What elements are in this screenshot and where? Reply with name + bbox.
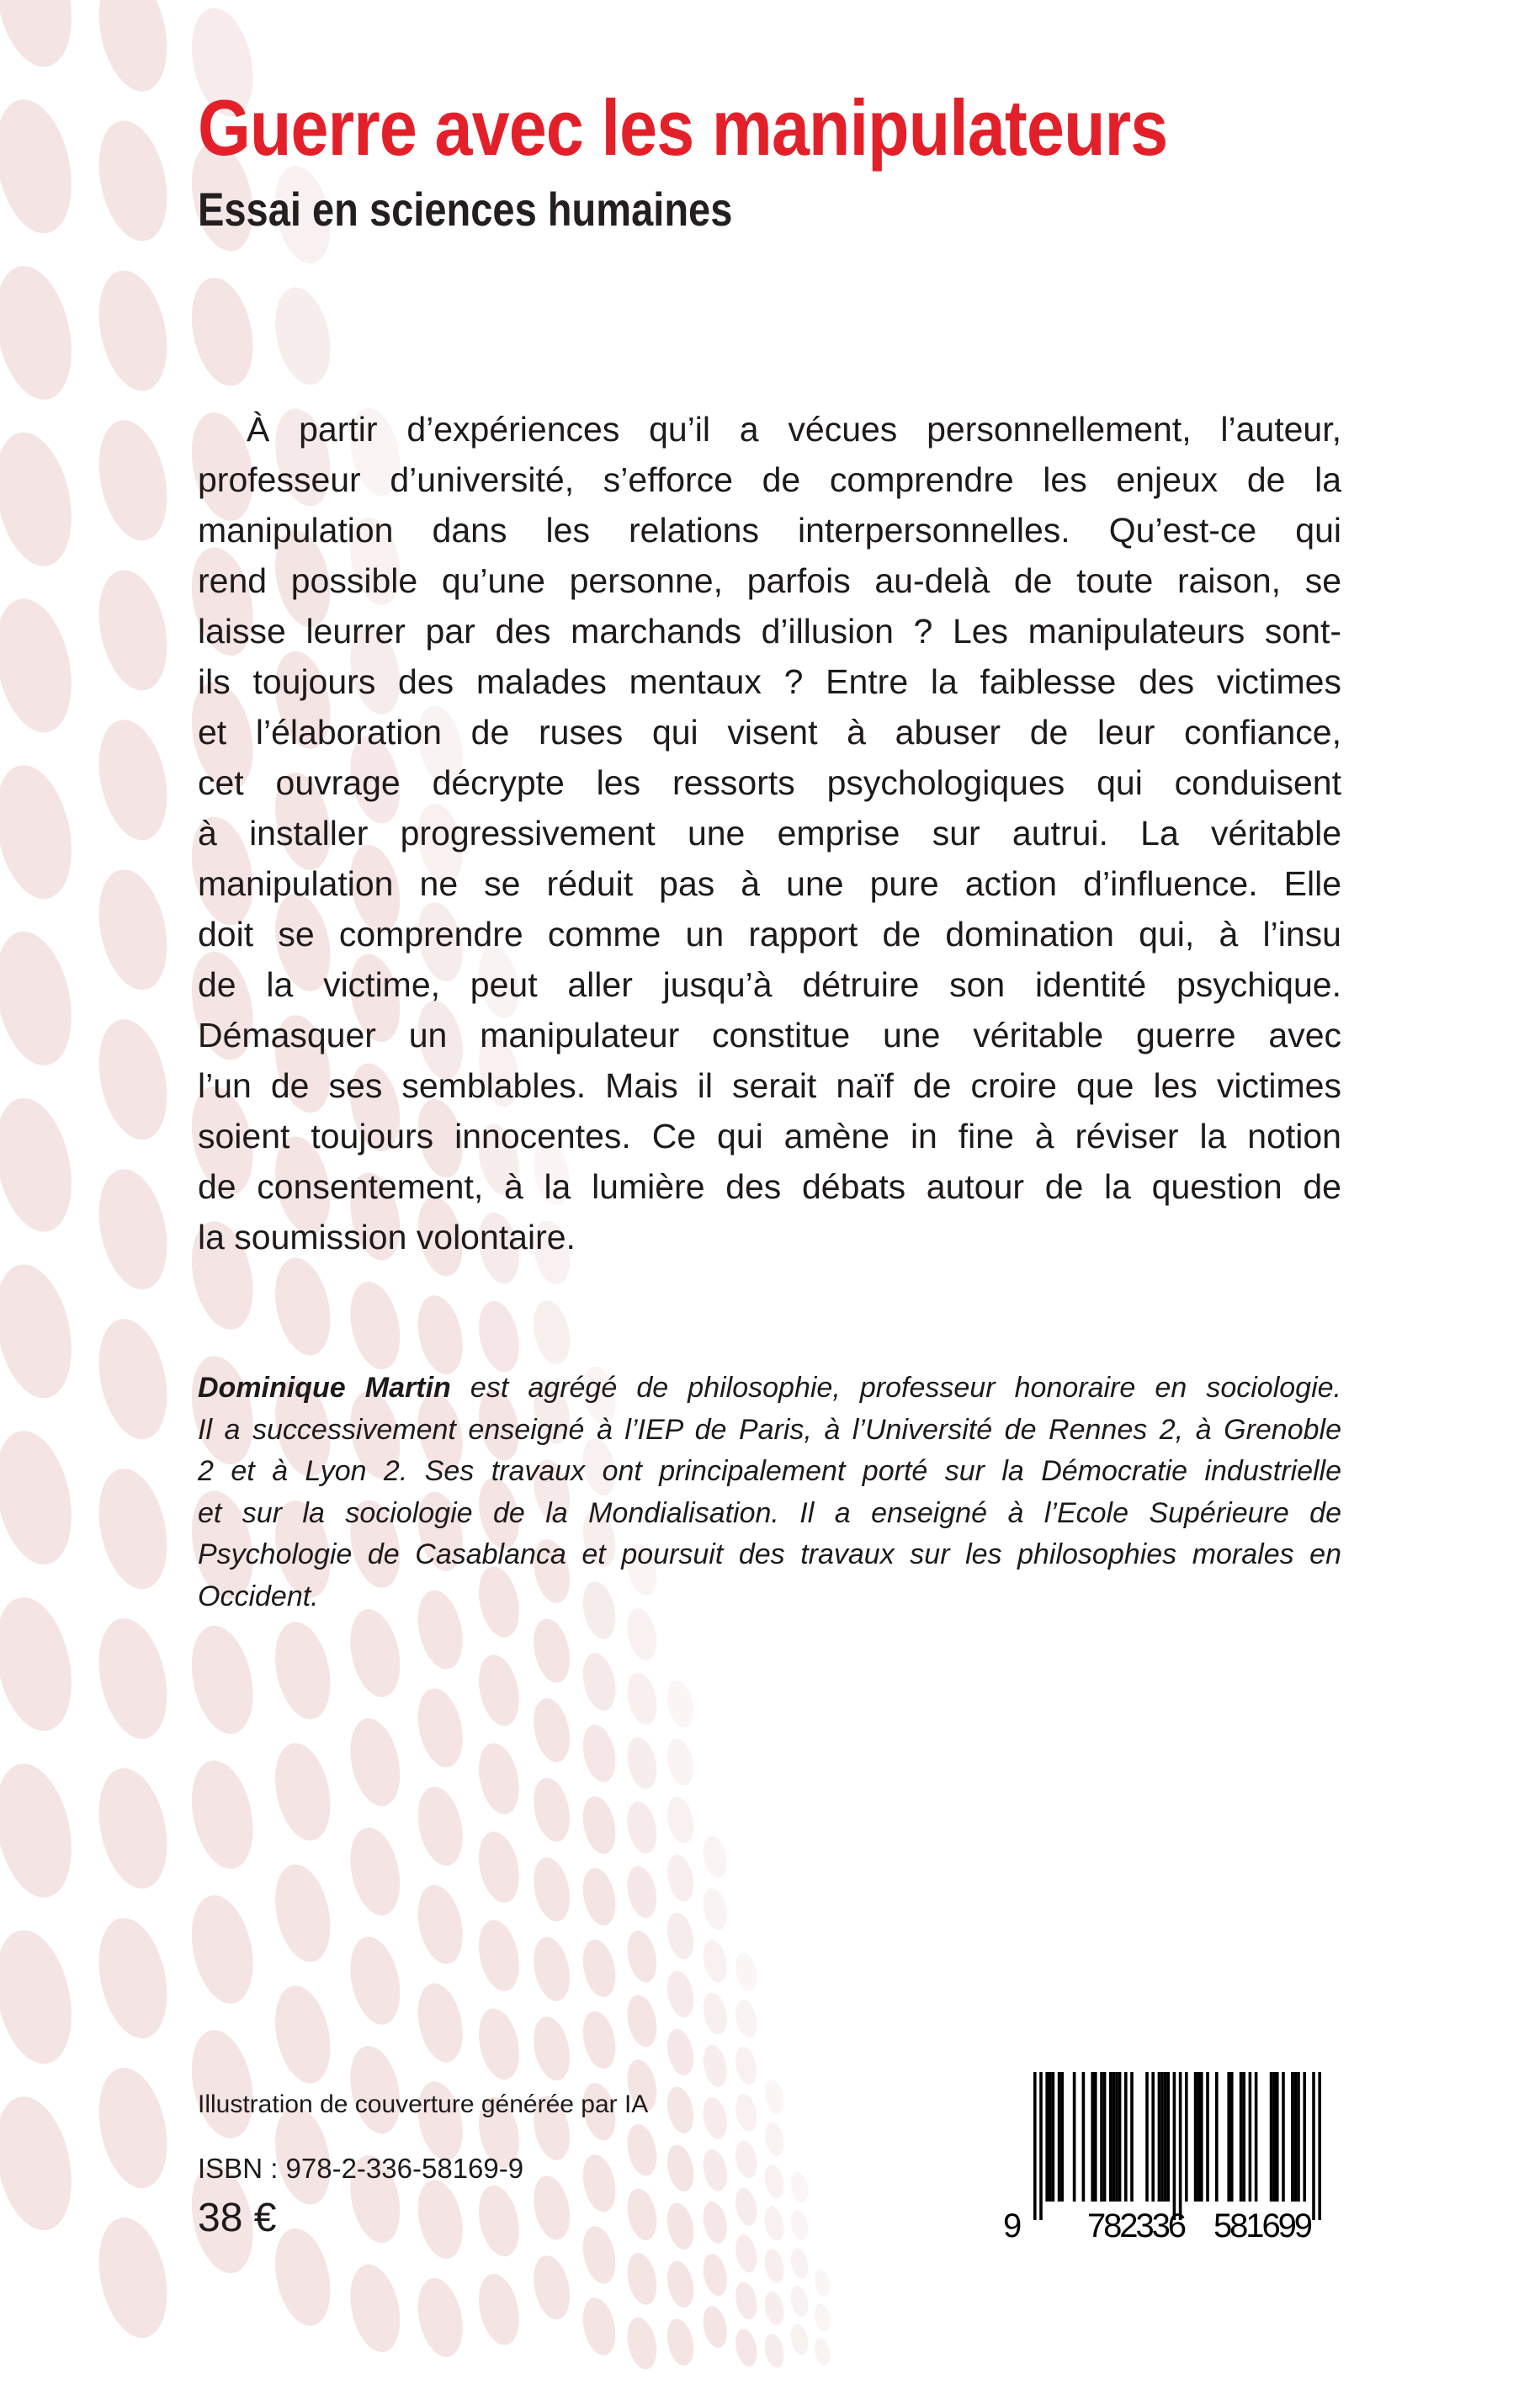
barcode-bar: [1240, 2072, 1243, 2202]
background-dot: [732, 2327, 760, 2369]
background-dot: [0, 93, 82, 241]
summary-line: rend possible qu’une personne, parfois au-delà de toute raison, se: [198, 561, 1341, 600]
background-dot: [89, 564, 178, 697]
background-dot: [89, 414, 178, 547]
background-dot: [789, 2323, 811, 2356]
isbn: ISBN : 978-2-336-58169-9: [198, 2153, 524, 2184]
background-dot: [663, 1678, 698, 1729]
barcode-bar: [1206, 2072, 1209, 2202]
background-dot: [267, 1617, 338, 1724]
barcode-bar: [1312, 2072, 1315, 2220]
bio-line: et sur la sociologie de la Mondialisation. Il a enseigné à l’Ecole Supérieure de: [198, 1496, 1341, 1529]
barcode-bar: [1276, 2072, 1279, 2202]
summary-line: laisse leurrer par des marchands d’illusion ? Les manipulateurs sont-: [198, 612, 1341, 651]
background-dot: [623, 2315, 661, 2372]
background-dot: [663, 1968, 698, 2020]
barcode-bar: [1242, 2072, 1245, 2202]
background-dot: [623, 1992, 661, 2049]
summary-line: de consentement, à la lumière des débats autour de la question de: [198, 1167, 1341, 1206]
background-dot: [762, 2247, 787, 2285]
background-dot: [183, 1620, 262, 1740]
background-dot: [762, 2332, 787, 2370]
background-dot: [528, 1695, 576, 1766]
author-name: Dominique Martin: [198, 1372, 451, 1404]
background-dot: [473, 2181, 525, 2260]
background-dot: [473, 2270, 525, 2348]
barcode-bar: [1249, 2072, 1252, 2202]
barcode-bar: [1145, 2072, 1149, 2202]
background-dot: [89, 863, 178, 996]
background-dot: [183, 272, 262, 391]
summary-line: doit se comprendre comme un rapport de domination qui, à l’insu: [198, 915, 1341, 953]
background-dot: [0, 758, 82, 906]
background-dot: [578, 2295, 620, 2359]
background-dot: [412, 1684, 470, 1771]
barcode-bar: [1270, 2072, 1273, 2202]
bio-line: Psychologie de Casablanca et poursuit des travaux sur les philosophies morales en: [198, 1538, 1341, 1570]
background-dot: [732, 2280, 760, 2322]
background-dot: [699, 2304, 730, 2350]
summary-text: [198, 404, 1341, 1262]
barcode-bar: [1303, 2072, 1306, 2202]
background-dot: [732, 1998, 760, 2040]
background-dot: [343, 2260, 408, 2356]
summary-line: soient toujours innocentes. Ce qui amène in fine à réviser la notion: [198, 1117, 1341, 1155]
barcode-bar: [1158, 2072, 1161, 2202]
background-dot: [412, 1881, 470, 1968]
background-dot: [789, 2170, 811, 2204]
background-dot: [578, 1936, 620, 2000]
background-dot: [623, 2122, 661, 2179]
background-dot: [0, 259, 82, 407]
background-dot: [0, 1424, 82, 1572]
background-dot: [663, 2317, 698, 2368]
background-dot: [528, 2173, 576, 2244]
background-dot: [343, 1823, 408, 1920]
summary-line: à installer progressivement une emprise sur autrui. La véritable: [198, 814, 1341, 853]
author-bio: [198, 1368, 1341, 1617]
background-dot: [699, 1834, 730, 1880]
bio-line: Il a successivement enseigné à l’IEP de Paris, à l’Université de Rennes 2, à Grenoble: [198, 1413, 1341, 1446]
barcode-bar: [1227, 2072, 1230, 2202]
barcode-bar: [1215, 2072, 1219, 2202]
barcode-bar: [1179, 2072, 1182, 2220]
background-dot: [578, 2152, 620, 2216]
barcode-bar: [1103, 2072, 1107, 2202]
background-dot: [663, 2026, 698, 2078]
barcode-bar: [1082, 2072, 1086, 2202]
background-dot: [699, 2147, 730, 2193]
background-dot: [732, 1951, 760, 1993]
background-dot: [412, 1979, 470, 2067]
summary-line: de la victime, peut aller jusqu’à détruire son identité psychique.: [198, 965, 1341, 1004]
background-dot: [0, 425, 82, 573]
background-dot: [0, 2090, 82, 2238]
background-dot: [663, 1794, 698, 1846]
barcode-bar: [1173, 2072, 1176, 2220]
background-dot: [623, 1928, 661, 1985]
bio-line: est agrégé de philosophie, professeur honoraire en sociologie.: [470, 1372, 1341, 1404]
background-dot: [473, 1651, 525, 1729]
background-dot: [267, 2223, 338, 2331]
background-dot: [267, 1738, 338, 1846]
barcode-bar: [1091, 2072, 1094, 2202]
background-dot: [699, 1938, 730, 1984]
price: 38 €: [198, 2196, 277, 2240]
barcode-bar: [1124, 2072, 1128, 2202]
summary-line: manipulation dans les relations interpersonnelles. Qu’est-ce qui: [198, 511, 1341, 550]
background-dot: [578, 1793, 620, 1857]
barcode-bar: [1297, 2072, 1300, 2202]
background-dot: [732, 2045, 760, 2087]
background-dot: [699, 2095, 730, 2141]
background-dot: [89, 1463, 178, 1596]
background-dot: [578, 1722, 620, 1786]
background-dot: [89, 1313, 178, 1446]
background-dot: [528, 2252, 576, 2323]
background-dot: [762, 2078, 787, 2116]
background-dot: [183, 1889, 262, 2009]
barcode-bar: [1115, 2072, 1118, 2202]
background-dot: [789, 2208, 811, 2242]
background-dot: [663, 2201, 698, 2252]
background-dot: [528, 1297, 576, 1368]
summary-line: professeur d’université, s’efforce de comprendre les enjeux de la: [198, 460, 1341, 499]
background-dot: [789, 2285, 811, 2319]
barcode-bar: [1272, 2072, 1276, 2202]
background-dot: [528, 1934, 576, 2005]
isbn-barcode: [993, 2069, 1346, 2254]
background-dot: [183, 1755, 262, 1874]
background-dot: [732, 2186, 760, 2228]
summary-line: ils toujours des malades mentaux ? Entre la faiblesse des victimes: [198, 662, 1341, 701]
barcode-bar: [1039, 2072, 1043, 2220]
background-dot: [789, 2246, 811, 2280]
barcode-bar: [1113, 2072, 1116, 2202]
background-dot: [762, 2121, 787, 2159]
background-dot: [473, 2005, 525, 2083]
background-dot: [623, 2186, 661, 2243]
barcode-bar: [1200, 2072, 1203, 2202]
background-dot: [89, 714, 178, 847]
barcode-bar: [1058, 2072, 1061, 2202]
background-dot: [89, 1762, 178, 1895]
background-dot: [663, 2259, 698, 2310]
barcode-bar: [1282, 2072, 1285, 2202]
background-dot: [663, 1910, 698, 1962]
background-dot: [0, 1591, 82, 1739]
barcode-bar: [1045, 2072, 1049, 2202]
background-dot: [412, 1291, 470, 1378]
background-dot: [528, 1854, 576, 1925]
summary-line: la soumission volontaire.: [198, 1218, 576, 1256]
book-subtitle: Essai en sciences humaines: [198, 183, 733, 236]
barcode-bar: [1166, 2072, 1170, 2202]
barcode-right-digits: 581699: [1213, 2207, 1313, 2244]
background-dot: [528, 2013, 576, 2084]
summary-line: Démasquer un manipulateur constitue une véritable guerre avec: [198, 1016, 1341, 1054]
summary-line: et l’élaboration de ruses qui visent à abuser de leur confiance,: [198, 713, 1341, 752]
background-dot: [343, 1277, 408, 1374]
background-dot: [762, 2163, 787, 2201]
background-dot: [528, 1775, 576, 1846]
background-dot: [473, 1828, 525, 1906]
barcode-bar: [1185, 2072, 1188, 2202]
background-dot: [732, 2138, 760, 2180]
background-dot: [699, 1990, 730, 2037]
background-dot: [578, 1865, 620, 1929]
barcode-bar: [1060, 2072, 1064, 2202]
background-dot: [663, 1736, 698, 1787]
barcode-bar: [1255, 2072, 1258, 2202]
background-dot: [412, 1782, 470, 1870]
barcode-bar: [1318, 2072, 1321, 2220]
background-dot: [699, 1886, 730, 1932]
background-dot: [343, 1932, 408, 2029]
bio-line: 2 et à Lyon 2. Ses travaux ont principalement porté sur la Démocratie industrielle: [198, 1455, 1341, 1487]
background-dot: [812, 2302, 832, 2332]
background-dot: [473, 1916, 525, 1995]
background-dot: [89, 1013, 178, 1146]
background-dot: [89, 264, 178, 397]
background-dot: [623, 1799, 661, 1856]
barcode-bar: [1049, 2072, 1052, 2202]
barcode-bar: [1052, 2072, 1055, 2202]
background-dot: [578, 2223, 620, 2287]
background-dot: [699, 2199, 730, 2245]
background-dot: [89, 0, 178, 98]
background-dot: [89, 1612, 178, 1745]
background-dot: [578, 2008, 620, 2072]
background-dot: [267, 1859, 338, 1967]
background-dot: [412, 2274, 470, 2361]
barcode-bar: [1118, 2072, 1122, 2202]
background-dot: [812, 2268, 832, 2298]
barcode-first-digit: 9: [1003, 2207, 1022, 2244]
background-dot: [183, 2024, 262, 2143]
background-dot: [663, 2143, 698, 2194]
background-dot: [89, 2062, 178, 2195]
background-dot: [623, 1863, 661, 1920]
barcode-bar: [1291, 2072, 1294, 2202]
barcode-bar: [1100, 2072, 1103, 2202]
background-dot: [412, 2175, 470, 2263]
background-dot: [473, 1740, 525, 1818]
background-dot: [473, 1298, 525, 1376]
barcode-bar: [1033, 2072, 1037, 2220]
background-dot: [663, 1852, 698, 1904]
barcode-bar: [1197, 2072, 1200, 2202]
background-dot: [623, 1734, 661, 1792]
book-title: Guerre avec les manipulateurs: [198, 83, 1168, 172]
background-dot: [762, 2205, 787, 2243]
background-dot: [623, 1670, 661, 1727]
bio-line: Occident.: [198, 1580, 319, 1612]
background-dot: [267, 1980, 338, 2088]
background-dot: [699, 2251, 730, 2297]
background-dot: [0, 1257, 82, 1405]
background-dot: [343, 1714, 408, 1811]
background-dot: [343, 1605, 408, 1702]
background-dot: [732, 2092, 760, 2134]
summary-line: manipulation ne se réduit pas à une pure action d’influence. Elle: [198, 864, 1341, 903]
background-dot: [528, 1615, 576, 1686]
background-dot: [89, 2212, 178, 2345]
background-dot: [578, 1650, 620, 1714]
barcode-left-digits: 782336: [1087, 2207, 1187, 2244]
summary-line: l’un de ses semblables. Mais il serait naïf de croire que les victimes: [198, 1066, 1341, 1105]
background-dot: [0, 1923, 82, 2071]
background-dot: [89, 1163, 178, 1296]
background-dot: [89, 114, 178, 247]
background-dot: [812, 2336, 832, 2366]
barcode-bar: [1130, 2072, 1134, 2202]
barcode-bar: [1164, 2072, 1167, 2202]
barcode-bar: [1094, 2072, 1097, 2202]
background-dot: [0, 1091, 82, 1239]
background-dot: [732, 2233, 760, 2275]
summary-line: cet ouvrage décrypte les ressorts psychologiques qui conduisent: [198, 763, 1341, 802]
barcode-bar: [1109, 2072, 1113, 2202]
background-dot: [89, 1912, 178, 2045]
background-dot: [0, 1756, 82, 1904]
background-dot: [267, 1253, 338, 1361]
illustration-credit: Illustration de couverture générée par IA: [198, 2090, 649, 2118]
barcode-bar: [1294, 2072, 1298, 2202]
barcode-bar: [1230, 2072, 1234, 2202]
background-dot: [0, 592, 82, 740]
barcode-bar: [1160, 2072, 1164, 2202]
background-dot: [0, 0, 82, 74]
background-dot: [663, 2085, 698, 2136]
summary-line: À partir d’expériences qu’il a vécues personnellement, l’auteur,: [247, 410, 1341, 449]
background-dot: [762, 2290, 787, 2328]
barcode-bar: [1194, 2072, 1197, 2202]
barcode-bar: [1151, 2072, 1155, 2202]
background-dot: [267, 282, 338, 390]
background-dot: [623, 2250, 661, 2308]
background-dot: [699, 2042, 730, 2089]
background-dot: [0, 925, 82, 1073]
barcode-bar: [1073, 2072, 1076, 2202]
